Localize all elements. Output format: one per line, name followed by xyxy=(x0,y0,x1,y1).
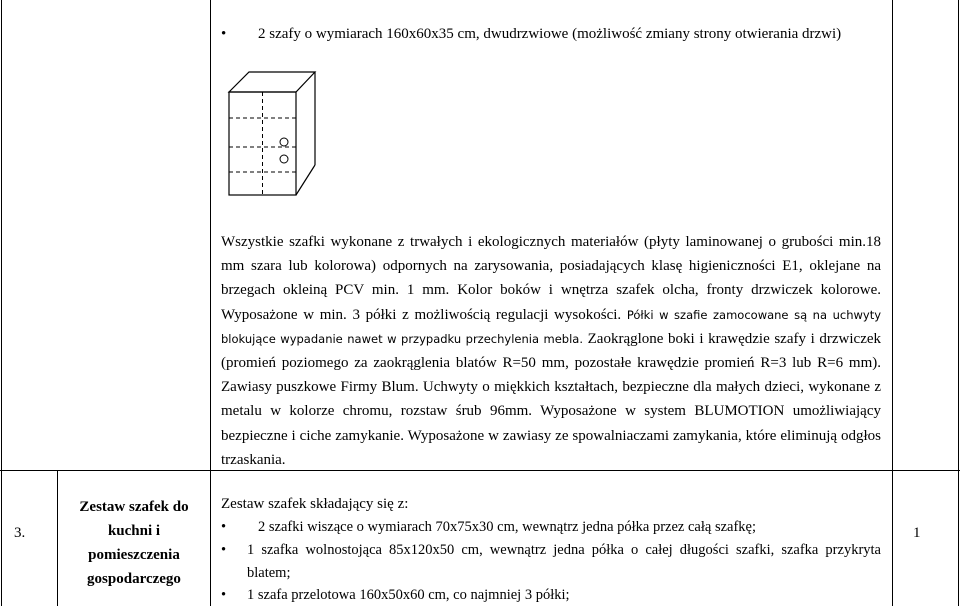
top-bullet-item xyxy=(221,23,881,46)
row-number: 3. xyxy=(14,525,26,541)
table-border-col1 xyxy=(57,470,58,606)
bullet-icon: • xyxy=(221,587,227,603)
table-border-col2 xyxy=(210,0,211,606)
cabinet-handle-1 xyxy=(280,138,288,146)
bullet-icon: • xyxy=(221,26,227,42)
row-title: Zestaw szafek do kuchni i pomieszczenia gospodarczego xyxy=(79,499,189,587)
description-part-1: Wszystkie szafki wykonane z trwałych i ekologicznych materiałów (płyty laminowanej o grubości min.18 mm szara lub kolorowa) odpornych na zarysowania, posiadających klasę higieniczności E1, oklejane na brzegach okleiną PCV min. 1 mm. Kolor boków i wnętrza szafek olcha, fronty drzwiczek kolorowe. Wyposażone w min. 3 półki z możliwością regulacji wysokości. xyxy=(221,234,881,323)
bullet-icon: • xyxy=(221,542,227,558)
description-part-3: Zaokrąglone boki i krawędzie szafy i drzwiczek (promień poziomego za zaokrąglenia blatów R=50 mm, pozostałe krawędzie promień R=3 lub R=6 mm). Zawiasy puszkowe Firmy Blum. Uchwyty o miękkich kształtach, bezpieczne dla małych dzieci, wykonane z metalu w kolorze chromu, rozstaw śrub 96mm. Wyposażone w system BLUMOTION umożliwiający bezpieczne i ciche zamykanie. Wyposażone w zawiasy ze spowalniaczami zamykania, które eliminują odgłos trzaskania. xyxy=(221,330,882,468)
list-item xyxy=(221,539,881,585)
description-paragraph xyxy=(221,230,881,472)
list-item-text: 1 szafka wolnostojąca 85x120x50 cm, wewnątrz jedna półka o całej długości szafki, szafka przykryta blatem; xyxy=(247,542,881,581)
bullet-icon: • xyxy=(221,519,227,535)
list-item xyxy=(221,516,881,539)
cabinet-illustration xyxy=(225,70,320,220)
cabinet-handle-2 xyxy=(280,155,288,163)
table-border-left xyxy=(1,0,2,606)
cabinet-top xyxy=(229,72,315,92)
list-item-text: 1 szafa przelotowa 160x50x60 cm, co najmniej 3 półki; xyxy=(247,587,570,603)
table-border-right xyxy=(958,0,959,606)
description-part-2: Półki w szafie zamocowane są na uchwyty blokujące wypadanie nawet w przypadku przechylenia mebla. xyxy=(221,307,882,346)
list-item xyxy=(221,584,881,607)
row-intro: Zestaw szafek składający się z: xyxy=(221,496,409,512)
table-border-col3 xyxy=(892,0,893,606)
list-item-text: 2 szafki wiszące o wymiarach 70x75x30 cm, wewnątrz jedna półka przez całą szafkę; xyxy=(258,519,757,535)
row-quantity: 1 xyxy=(913,525,921,541)
top-item-text: 2 szafy o wymiarach 160x60x35 cm, dwudrzwiowe (możliwość zmiany strony otwierania drzwi) xyxy=(258,26,842,42)
cabinet-side-bottom xyxy=(296,165,315,195)
